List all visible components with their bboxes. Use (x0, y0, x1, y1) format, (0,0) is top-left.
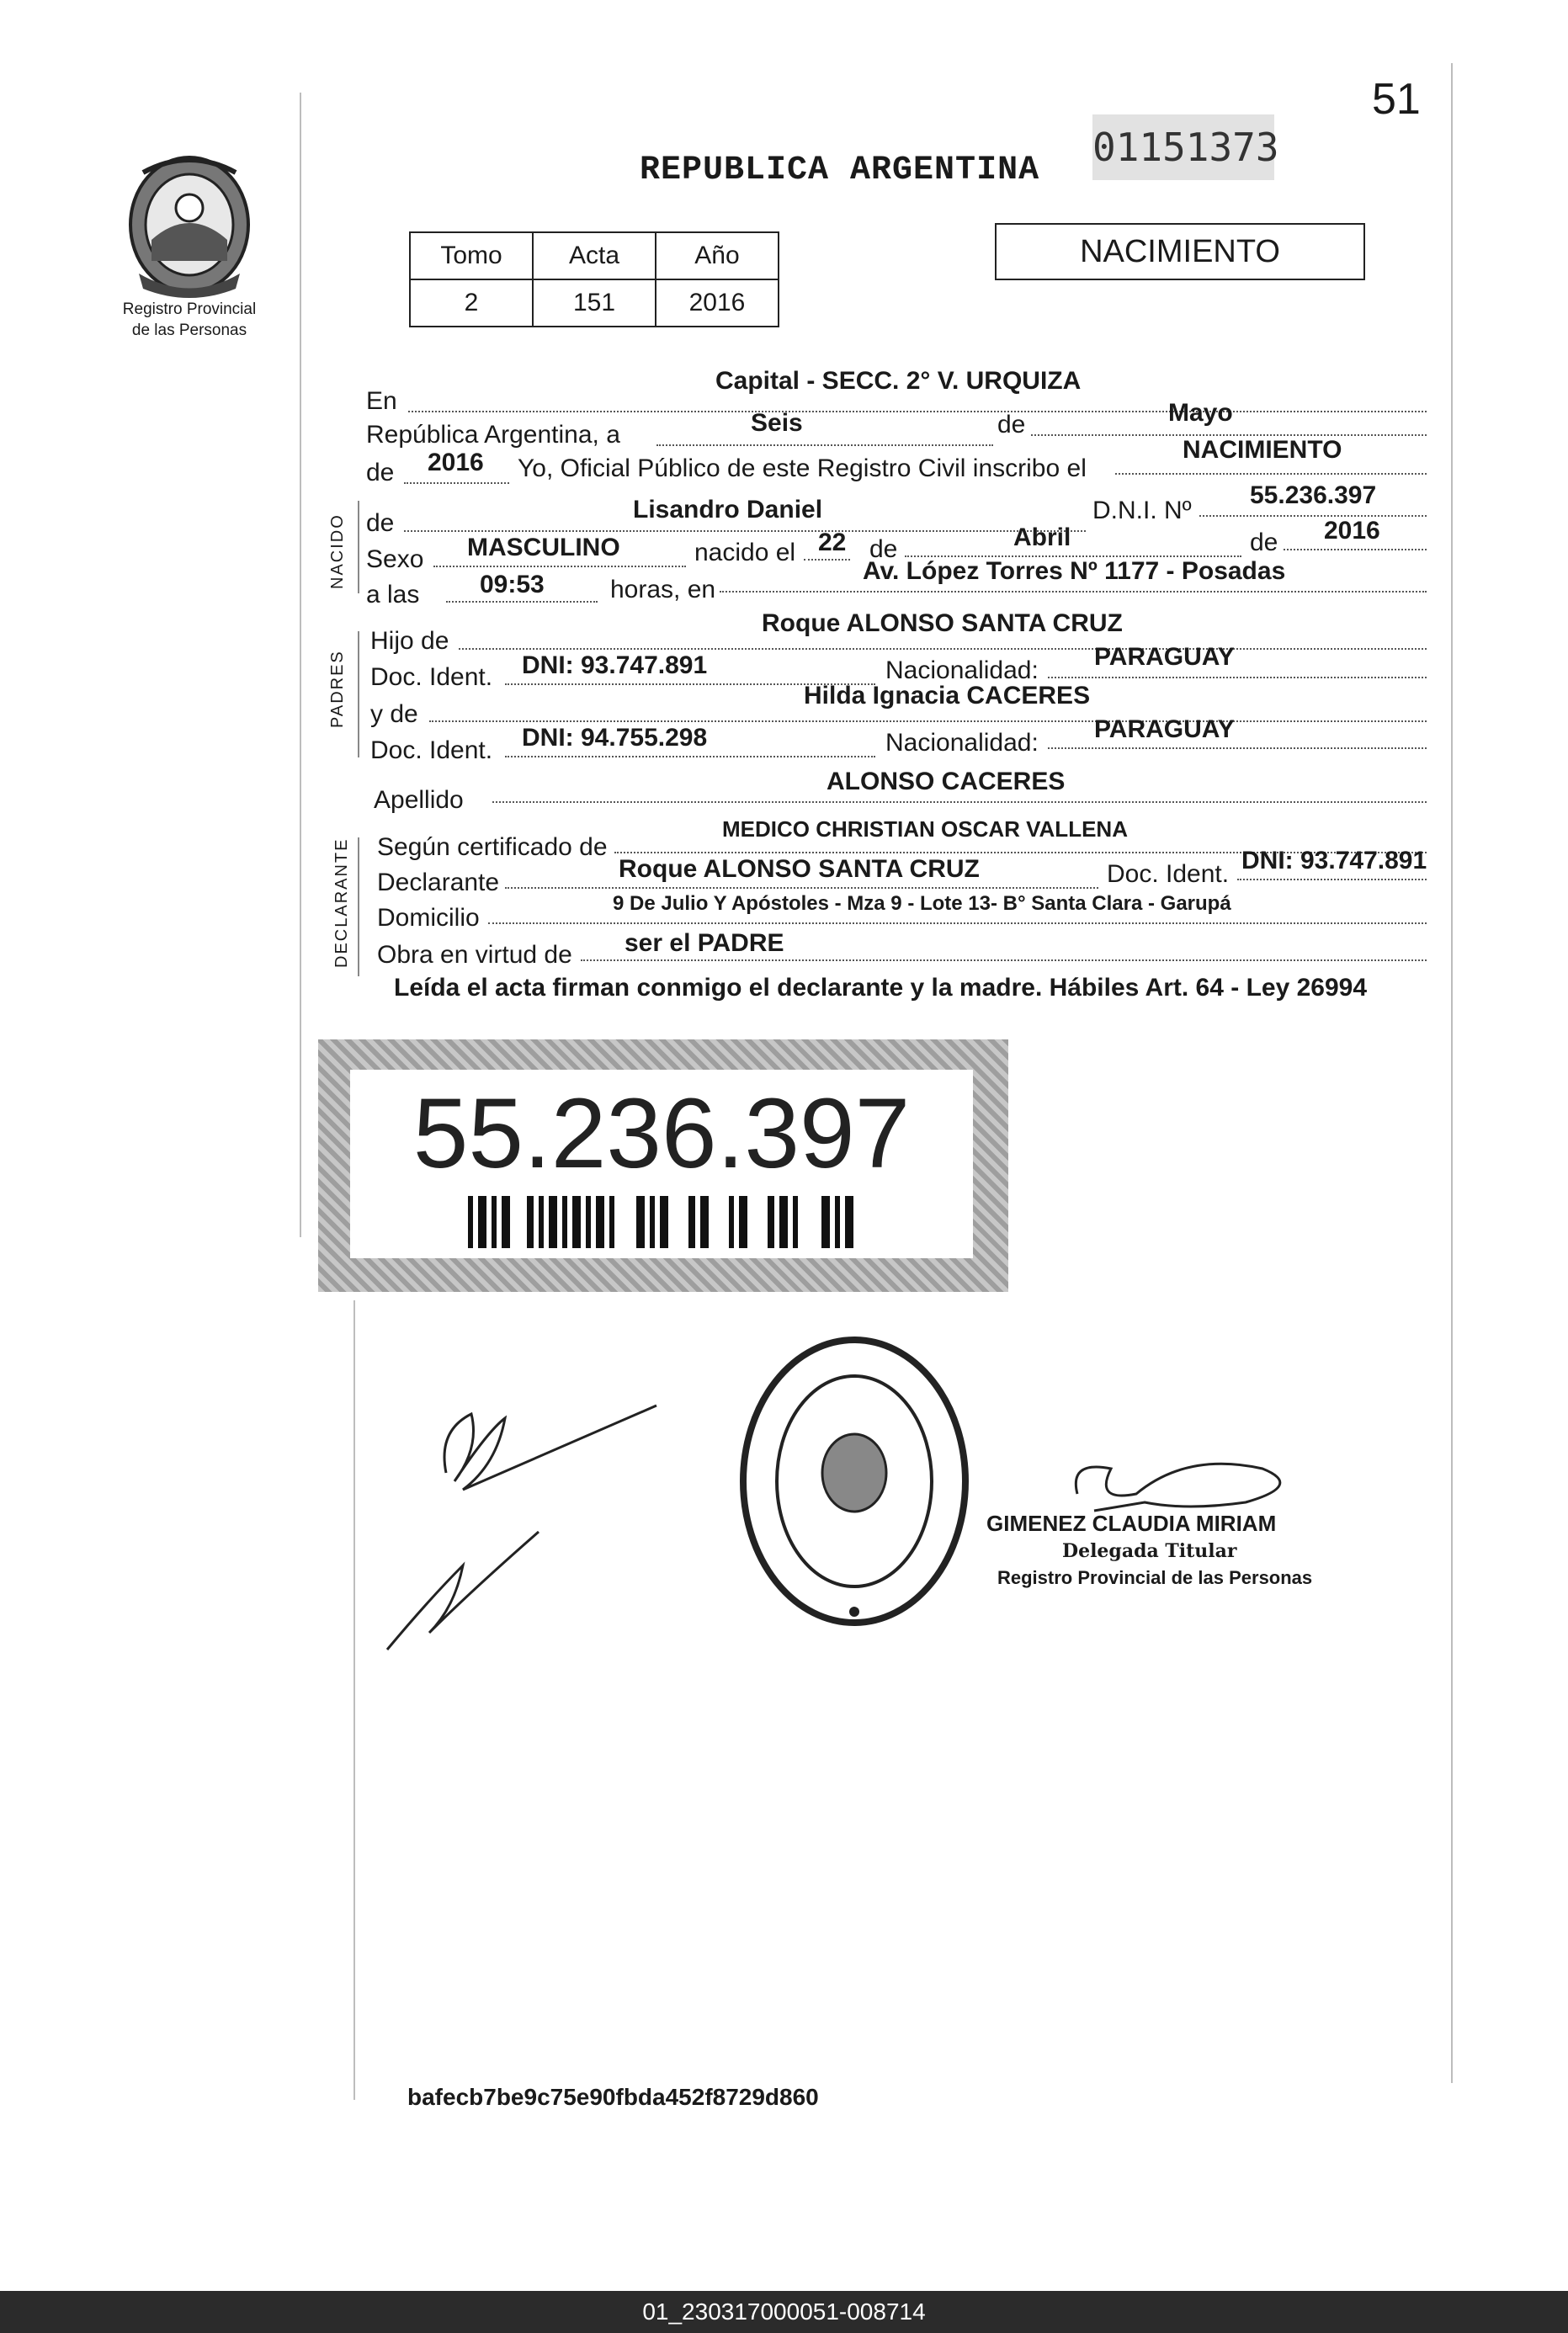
label-domicilio: Domicilio (377, 904, 480, 932)
value-declarante: Roque ALONSO SANTA CRUZ (619, 855, 980, 883)
dots-declarante-doc (1237, 879, 1427, 880)
official-office: Registro Provincial de las Personas (997, 1567, 1313, 1588)
dots-madre-doc (505, 756, 875, 757)
value-acta: 151 (533, 279, 656, 327)
dots-sexo (433, 566, 686, 567)
label-doc-ident3: Doc. Ident. (1107, 860, 1230, 888)
value-lugar: Capital - SECC. 2° V. URQUIZA (715, 367, 1082, 395)
closing-note: Leída el acta firman conmigo el declarante y la madre. Hábiles Art. 64 - Ley 26994 (394, 974, 1368, 1002)
dots-lugar-nac (720, 591, 1427, 593)
label-apellido: Apellido (374, 786, 464, 814)
dots-madre-nac (1048, 747, 1427, 749)
country-title: REPUBLICA ARGENTINA (640, 151, 1040, 189)
label-de4: de (1250, 529, 1278, 556)
label-de-nacido: de (366, 509, 395, 537)
act-type-box: NACIMIENTO (995, 223, 1365, 280)
misiones-coat-of-arms-icon (118, 147, 261, 299)
padres-divider (358, 631, 359, 757)
label-dni-no: D.N.I. Nº (1092, 497, 1192, 524)
label-nacionalidad: Nacionalidad: (885, 656, 1039, 684)
dots-acto (1115, 473, 1427, 475)
value-anio: 2016 (428, 449, 484, 476)
logo-caption: Registro Provincial de las Personas (122, 300, 257, 339)
value-nac-mes: Abril (1013, 523, 1071, 551)
value-nac-anio: 2016 (1324, 517, 1380, 545)
label-en: En (366, 387, 397, 415)
value-anio: 2016 (656, 279, 779, 327)
side-label-padres: PADRES (328, 650, 347, 728)
label-hijo-de: Hijo de (370, 627, 449, 655)
dots-nac-dia (804, 559, 850, 561)
value-domicilio: 9 De Julio Y Apóstoles - Mza 9 - Lote 13- B° Santa Clara - Garupá (613, 892, 1231, 915)
value-declarante-doc: DNI: 93.747.891 (1241, 847, 1427, 874)
dots-en (408, 411, 1427, 412)
header-anio: Año (656, 232, 779, 279)
dots-nac-anio (1284, 549, 1427, 550)
label-y-de: y de (370, 700, 418, 728)
label-segun: Según certificado de (377, 833, 608, 861)
document-hash: bafecb7be9c75e90fbda452f8729d860 (407, 2084, 819, 2110)
value-dia: Seis (751, 409, 803, 437)
dots-domicilio (488, 922, 1427, 924)
label-declarante: Declarante (377, 869, 500, 896)
value-madre-doc: DNI: 94.755.298 (522, 724, 708, 752)
value-acto: NACIMIENTO (1183, 436, 1342, 464)
side-label-nacido: NACIDO (328, 513, 347, 589)
value-apellido: ALONSO CACERES (827, 768, 1066, 795)
label-doc-ident: Doc. Ident. (370, 663, 493, 691)
label-obra: Obra en virtud de (377, 941, 572, 969)
value-hora: 09:53 (480, 571, 545, 598)
label-sexo: Sexo (366, 545, 424, 573)
left-margin-line (300, 93, 301, 1237)
official-name: GIMENEZ CLAUDIA MIRIAM (986, 1511, 1277, 1536)
label-republica: República Argentina, a (366, 421, 620, 449)
label-de3: de (869, 535, 898, 563)
dots-apellido (492, 801, 1427, 803)
header-acta: Acta (533, 232, 656, 279)
dots-madre (429, 720, 1427, 722)
value-obra: ser el PADRE (625, 929, 784, 957)
register-table (409, 231, 779, 327)
value-mes: Mayo (1168, 399, 1233, 427)
value-nac-dia: 22 (818, 529, 847, 556)
barcode-icon (468, 1196, 864, 1248)
left-margin-line-lower (353, 1300, 355, 2100)
label-de2: de (366, 459, 395, 486)
label-a-las: a las (366, 581, 420, 608)
official-role: Delegada Titular (1062, 1540, 1237, 1562)
dots-nombre (404, 530, 1086, 532)
label-nacionalidad2: Nacionalidad: (885, 729, 1039, 757)
official-stamp-icon (732, 1330, 976, 1633)
declarante-signature-icon (379, 1380, 699, 1666)
nacido-divider (358, 501, 359, 593)
label-yo-oficial: Yo, Oficial Público de este Registro Civil inscribo el (518, 454, 1087, 482)
ticket-number: 55.236.397 (412, 1078, 911, 1189)
dots-anio (404, 482, 509, 484)
value-nombre: Lisandro Daniel (633, 496, 823, 523)
value-tomo: 2 (410, 279, 533, 327)
label-de: de (997, 411, 1026, 438)
dots-obra (581, 959, 1427, 961)
declarante-divider (358, 837, 359, 976)
value-padre-doc: DNI: 93.747.891 (522, 651, 708, 679)
page-number: 51 (1372, 75, 1421, 124)
dots-dni (1199, 515, 1427, 517)
serial-number: 01151373 (1092, 114, 1274, 180)
footer-id: 01_230317000051-008714 (0, 2291, 1568, 2333)
value-padre: Roque ALONSO SANTA CRUZ (762, 609, 1123, 637)
value-madre: Hilda Ignacia CACERES (804, 682, 1091, 709)
dni-ticket (318, 1039, 1008, 1292)
value-dni: 55.236.397 (1250, 481, 1377, 509)
value-padre-nac: PARAGUAY (1094, 643, 1235, 671)
dots-dia (656, 444, 993, 446)
value-lugar-nac: Av. López Torres Nº 1177 - Posadas (863, 557, 1286, 585)
side-label-declarante: DECLARANTE (332, 837, 351, 968)
dots-hora (446, 601, 598, 603)
label-nacido-el: nacido el (694, 539, 796, 566)
dots-declarante (505, 887, 1098, 889)
label-doc-ident2: Doc. Ident. (370, 736, 493, 764)
right-margin-line (1451, 63, 1453, 2083)
value-sexo: MASCULINO (467, 534, 620, 561)
value-certificado: MEDICO CHRISTIAN OSCAR VALLENA (722, 816, 1128, 842)
label-horas-en: horas, en (610, 576, 716, 603)
dots-padre (459, 648, 1427, 650)
value-madre-nac: PARAGUAY (1094, 715, 1235, 743)
header-tomo: Tomo (410, 232, 533, 279)
dots-padre-nac (1048, 677, 1427, 678)
